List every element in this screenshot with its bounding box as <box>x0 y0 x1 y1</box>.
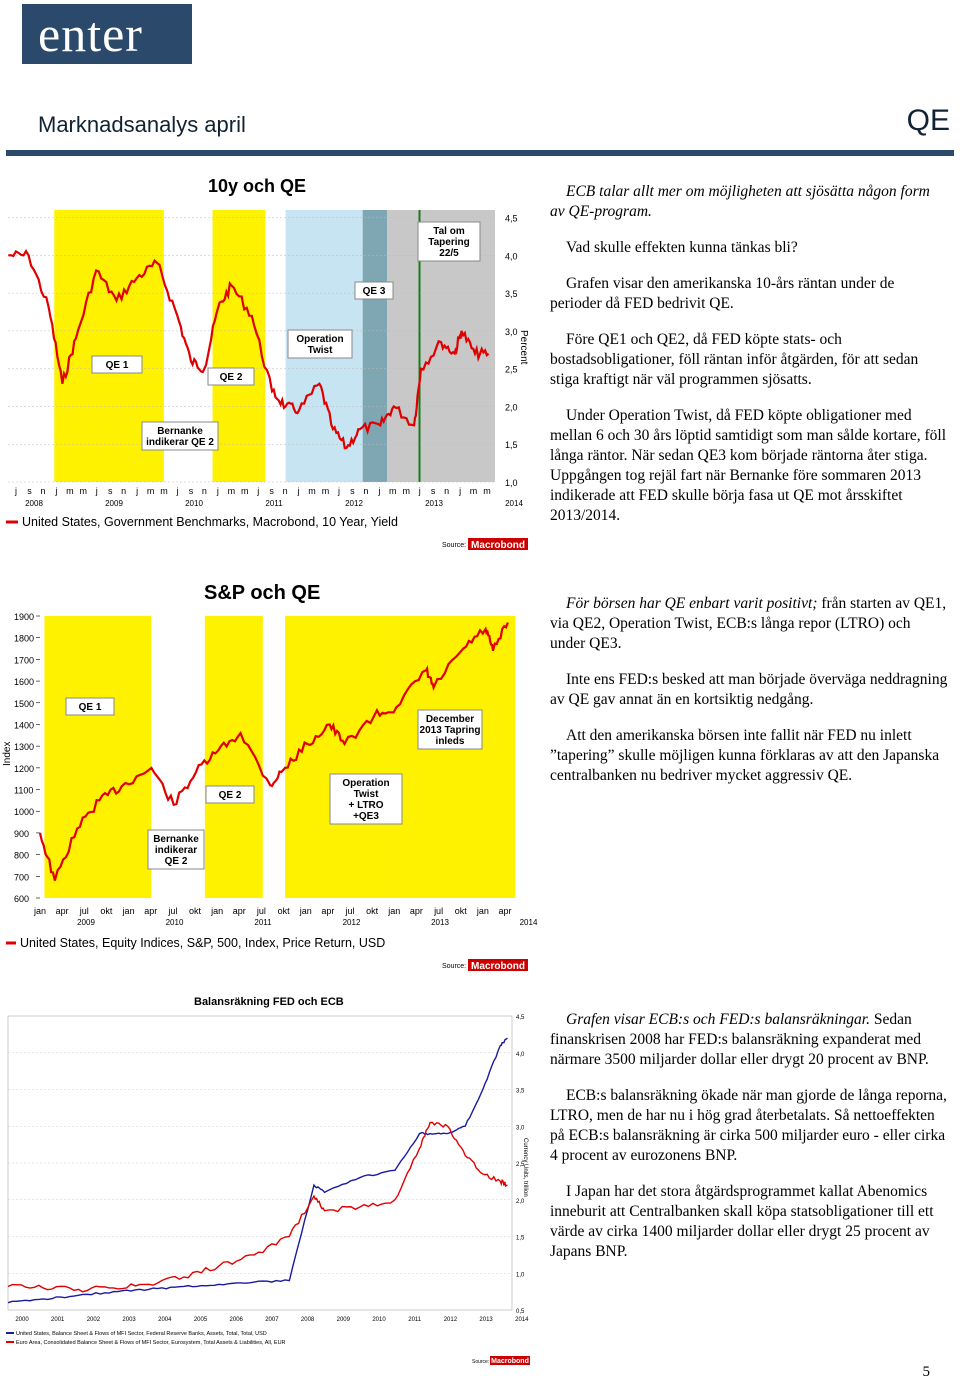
chart1-qe1-label: QE 1 <box>105 360 129 371</box>
chart2-bernanke-label: QE 2 <box>164 856 188 867</box>
chart2-year-tick: 2014 <box>519 918 538 927</box>
chart3-ytick: 2,5 <box>516 1162 525 1168</box>
chart2-month-tick: jan <box>388 906 401 916</box>
chart3-ytick: 1,0 <box>516 1272 525 1279</box>
chart2-title: S&P och QE <box>204 582 321 604</box>
chart1-month-tick: j <box>216 486 219 496</box>
chart2-month-tick: okt <box>100 906 113 916</box>
chart1-title: 10y och QE <box>208 176 307 196</box>
chart3-year-tick: 2013 <box>479 1317 493 1323</box>
chart2-month-tick: jan <box>33 906 47 916</box>
chart2-month-tick: apr <box>144 906 158 916</box>
chart2-month-tick: jul <box>79 906 89 916</box>
qe3-ecb-band <box>363 210 387 482</box>
chart3-year-tick: 2001 <box>51 1317 65 1323</box>
chart1-month-tick: m <box>79 486 88 496</box>
header-rule <box>6 150 954 156</box>
chart1-month-tick: m <box>66 486 74 496</box>
chart2-month-tick: okt <box>277 906 290 916</box>
chart3-year-tick: 2000 <box>15 1317 29 1323</box>
chart3-ytick: 0,5 <box>516 1309 525 1315</box>
chart1-ytick: 4,0 <box>505 251 518 262</box>
chart3-year-tick: 2014 <box>515 1317 529 1323</box>
chart3-year-tick: 2012 <box>443 1317 458 1323</box>
chart1-month-tick: j <box>176 486 179 496</box>
text1-question: Vad skulle effekten kunna tänkas bli? <box>566 239 798 256</box>
text3-emphasis: Grafen visar ECB:s och FED:s balansräkningar. <box>566 1011 870 1028</box>
chart2-qe1-label: QE 1 <box>78 702 102 713</box>
chart2-source: Source: <box>442 963 467 970</box>
chart1-month-tick: j <box>459 486 462 496</box>
chart2-december-label: December <box>425 714 475 725</box>
chart1-month-tick: m <box>483 486 491 496</box>
chart2-ytick: 1000 <box>14 807 35 818</box>
chart2-year-tick: 2011 <box>254 918 272 927</box>
text2-para3: Att den amerikanska börsen inte fallit när FED nu inlett ”tapering” skulle möjligen kunna förklaras av att den Japanska centralbanken nu bedriver mycket aggressiv QE. <box>550 727 940 784</box>
chart1-month-tick: n <box>282 486 288 496</box>
chart1-tapering-label: Tal om <box>433 226 465 237</box>
chart1-bernanke-label: indikerar QE 2 <box>146 437 214 448</box>
text2-para1: från starten av QE1, via QE2, Operation Twist, ECB:s långa repor (LTRO) och under QE3. <box>550 595 947 652</box>
chart2-ytick: 800 <box>14 850 30 861</box>
chart1-month-tick: m <box>389 486 397 496</box>
chart1-source: Source: <box>442 542 467 549</box>
chart2-sp500 <box>0 606 545 976</box>
chart2-bernanke-label: indikerar <box>154 845 198 856</box>
chart2-year-tick: 2010 <box>165 918 184 927</box>
chart2-month-tick: apr <box>321 906 335 916</box>
chart2-month-tick: apr <box>409 906 423 916</box>
chart2-ytick: 1100 <box>14 785 34 796</box>
chart1-month-tick: s <box>188 486 194 496</box>
text-block-1 <box>550 182 948 542</box>
qe1-band <box>44 616 151 898</box>
chart1-ytick: 1,0 <box>505 478 518 488</box>
chart1-month-tick: s <box>27 486 32 496</box>
chart2-month-tick: jan <box>211 906 224 916</box>
chart1-ytick: 3,0 <box>505 326 518 337</box>
chart3-year-tick: 2010 <box>372 1317 386 1323</box>
chart3-macrobond-label: Macrobond <box>491 1358 529 1365</box>
twist-band <box>285 616 392 898</box>
chart1-month-tick: m <box>469 486 478 496</box>
chart1-year-tick: 2008 <box>25 499 43 508</box>
chart3-balance-sheets <box>0 1008 545 1370</box>
chart1-month-tick: n <box>201 486 207 496</box>
chart1-macrobond-label: Macrobond <box>471 540 525 551</box>
text1-intro: ECB talar allt mer om möjligheten att sjösätta någon form av QE-program. <box>550 183 930 220</box>
chart1-month-tick: j <box>337 486 340 496</box>
chart2-month-tick: jul <box>256 906 266 916</box>
chart3-ytick: 4,0 <box>516 1051 525 1058</box>
chart1-ytick: 2,5 <box>505 364 518 375</box>
chart2-month-tick: okt <box>366 906 379 916</box>
chart3-title: Balansräkning FED och ECB <box>194 996 344 1008</box>
chart1-ytick: 3,5 <box>505 289 518 300</box>
chart1-month-tick: m <box>146 486 155 496</box>
chart2-ytick: 1400 <box>14 720 35 731</box>
text1-para3: Grafen visar den amerikanska 10-års räntan under de perioder då FED bedrivit QE. <box>550 275 895 312</box>
chart1-month-tick: s <box>107 486 113 496</box>
chart2-december-label: inleds <box>435 736 465 747</box>
text3-para2: ECB:s balansräkning ökade när man gjorde de långa reporna, LTRO, men de har nu i hög grad återbetalats. Så nettoeffekten på ECB:s balansräkning är cirka 500 miljarder euro - eller cirka 4 procent av eurozonens BNP. <box>550 1087 947 1164</box>
chart1-month-tick: j <box>297 486 300 496</box>
chart1-tapering-label: Tapering <box>428 237 470 248</box>
chart1-month-tick: n <box>444 486 450 496</box>
chart3-year-tick: 2006 <box>229 1317 243 1323</box>
chart2-twist-label: Twist <box>353 789 379 800</box>
chart1-month-tick: j <box>15 486 17 496</box>
chart2-month-tick: apr <box>232 906 246 916</box>
chart2-ytick: 700 <box>14 872 30 883</box>
chart2-twist-label: + LTRO <box>348 800 384 811</box>
chart1-year-tick: 2011 <box>265 499 283 508</box>
chart3-year-tick: 2007 <box>265 1317 279 1323</box>
chart2-year-tick: 2009 <box>77 918 95 927</box>
chart1-month-tick: m <box>308 486 316 496</box>
chart2-month-tick: jul <box>345 906 355 916</box>
chart2-month-tick: apr <box>498 906 512 916</box>
chart3-year-tick: 2003 <box>122 1317 136 1323</box>
chart2-bernanke-label: Bernanke <box>153 834 199 845</box>
chart3-year-tick: 2011 <box>408 1317 422 1323</box>
chart3-yunit: Currency Units, trillion <box>522 1138 528 1197</box>
text-block-2 <box>550 594 948 802</box>
chart2-month-tick: jul <box>434 906 444 916</box>
chart2-year-tick: 2013 <box>431 918 449 927</box>
chart1-year-tick: 2010 <box>185 499 203 508</box>
chart3-ytick: 3,5 <box>516 1088 525 1095</box>
chart1-ytick: 1,5 <box>505 440 518 451</box>
chart1-twist-label: Twist <box>307 345 333 356</box>
chart2-twist-label: +QE3 <box>353 811 379 822</box>
chart3-ytick: 1,5 <box>516 1235 525 1242</box>
enter-logo: enter <box>22 4 192 64</box>
chart1-month-tick: m <box>241 486 249 496</box>
chart2-month-tick: jan <box>476 906 489 916</box>
page-number: 5 <box>922 1364 930 1380</box>
chart1-month-tick: j <box>136 486 139 496</box>
chart1-month-tick: n <box>40 486 46 496</box>
chart2-month-tick: apr <box>55 906 69 916</box>
chart1-month-tick: j <box>418 486 421 496</box>
section-title: Marknadsanalys april <box>38 112 246 137</box>
text3-para1: Sedan finanskrisen 2008 har FED:s balansräkning expanderat med närmare 3500 miljarder dollar eller drygt 20 procent av BNP. <box>550 1011 929 1068</box>
chart3-year-tick: 2005 <box>193 1317 208 1323</box>
text-block-3 <box>550 1010 948 1278</box>
chart1-month-tick: n <box>121 486 127 496</box>
chart1-twist-label: Operation <box>296 334 344 345</box>
chart3-year-tick: 2008 <box>300 1317 315 1323</box>
chart1-ytick: 2,0 <box>505 402 518 413</box>
chart2-year-tick: 2012 <box>342 918 361 927</box>
chart2-yunit: Index <box>2 741 13 766</box>
chart2-ytick: 1700 <box>14 655 35 666</box>
chart3-legend2: Euro Area, Consolidated Balance Sheet & Flows of MFI Sector, Eurosystem, Total Assets & Liabilities, All, EUR <box>16 1340 286 1346</box>
chart2-ytick: 1900 <box>14 612 35 622</box>
chart1-month-tick: s <box>269 486 274 496</box>
qe2-band <box>213 210 266 482</box>
chart2-month-tick: okt <box>188 906 202 916</box>
chart1-month-tick: n <box>363 486 369 496</box>
chart1-year-tick: 2013 <box>425 499 443 508</box>
chart1-qe2-label: QE 2 <box>219 372 243 383</box>
chart1-bernanke-label: Bernanke <box>157 426 203 437</box>
chart2-month-tick: okt <box>454 906 467 916</box>
chart2-ytick: 1300 <box>14 742 35 753</box>
chart3-year-tick: 2009 <box>336 1317 350 1323</box>
chart3-legend1: United States, Balance Sheet & Flows of MFI Sector, Federal Reserve Banks, Assets, Total, Total, USD <box>16 1331 267 1337</box>
chart1-tapering-label: 22/5 <box>439 248 459 259</box>
chart1-qe3-label: QE 3 <box>362 286 386 297</box>
chart2-macrobond-label: Macrobond <box>471 961 525 972</box>
chart2-twist-label: Operation <box>342 778 390 789</box>
chart2-month-tick: jan <box>122 906 135 916</box>
chart1-month-tick: s <box>350 486 355 496</box>
chart1-month-tick: j <box>257 486 260 496</box>
chart1-month-tick: m <box>402 486 411 496</box>
chart1-ytick: 4,5 <box>505 213 518 224</box>
chart2-december-label: 2013 Tapring <box>419 725 481 736</box>
chart2-ytick: 1800 <box>14 633 35 644</box>
chart2-month-tick: jul <box>168 906 178 916</box>
text3-para3: I Japan har det stora åtgärdsprogrammet kallat Abenomics inneburit att Centralbanken skall köpa statsobligationer till ett värde av cirka 1400 miljarder dollar eller drygt 25 procent av Japans BNP. <box>550 1183 934 1260</box>
text2-emphasis: För börsen har QE enbart varit positivt; <box>566 595 818 612</box>
chart1-month-tick: j <box>55 486 58 496</box>
chart2-ytick: 1200 <box>14 763 35 774</box>
chart1-legend: United States, Government Benchmarks, Macrobond, 10 Year, Yield <box>22 515 398 529</box>
chart1-month-tick: j <box>378 486 381 496</box>
chart1-yield <box>0 200 545 560</box>
chart1-year-tick: 2009 <box>105 499 123 508</box>
chart1-month-tick: s <box>430 486 436 496</box>
text1-para5: Under Operation Twist, då FED köpte obligationer med mellan 6 och 30 års löptid samtidigt som man sålde kortare, föll långa räntor. När sedan QE3 kom började räntorna åter stiga. Uppgången tog rejäl fart när Bernanke före sommaren 2013 indikerade att FED skulle börja fasa ut QE mot årsskiftet 2013/2014. <box>550 407 947 524</box>
chart3-ytick: 2,0 <box>516 1198 525 1205</box>
chart3-source: Source: <box>472 1359 490 1365</box>
text1-para4: Före QE1 och QE2, då FED köpte stats- och bostadsobligationer, föll räntan inför åtgärden, för att sedan stiga kraftigt när väl programmen sjösatts. <box>550 331 919 388</box>
chart2-ytick: 1500 <box>14 698 35 709</box>
chart2-ytick: 1600 <box>14 677 35 688</box>
chart1-month-tick: m <box>160 486 168 496</box>
chart3-ytick: 3,0 <box>516 1125 525 1132</box>
topic-title: QE <box>906 104 950 137</box>
chart2-ytick: 600 <box>14 894 30 904</box>
chart1-year-tick: 2012 <box>345 499 363 508</box>
chart1-year-tick: 2014 <box>505 499 523 508</box>
chart3-year-tick: 2004 <box>158 1317 172 1323</box>
text2-para2: Inte ens FED:s besked att man började överväga neddragning av QE gav annat än en kortsiktig nedgång. <box>550 671 948 708</box>
chart1-month-tick: m <box>227 486 236 496</box>
chart2-ytick: 900 <box>14 828 30 839</box>
chart1-month-tick: j <box>95 486 98 496</box>
chart1-yunit: Percent <box>518 330 529 365</box>
chart2-qe2-label: QE 2 <box>218 790 242 801</box>
chart1-month-tick: m <box>321 486 330 496</box>
chart3-ytick: 4,5 <box>516 1015 525 1021</box>
chart2-month-tick: jan <box>299 906 312 916</box>
chart3-year-tick: 2002 <box>86 1317 101 1323</box>
chart2-legend: United States, Equity Indices, S&P, 500, Index, Price Return, USD <box>20 936 386 950</box>
